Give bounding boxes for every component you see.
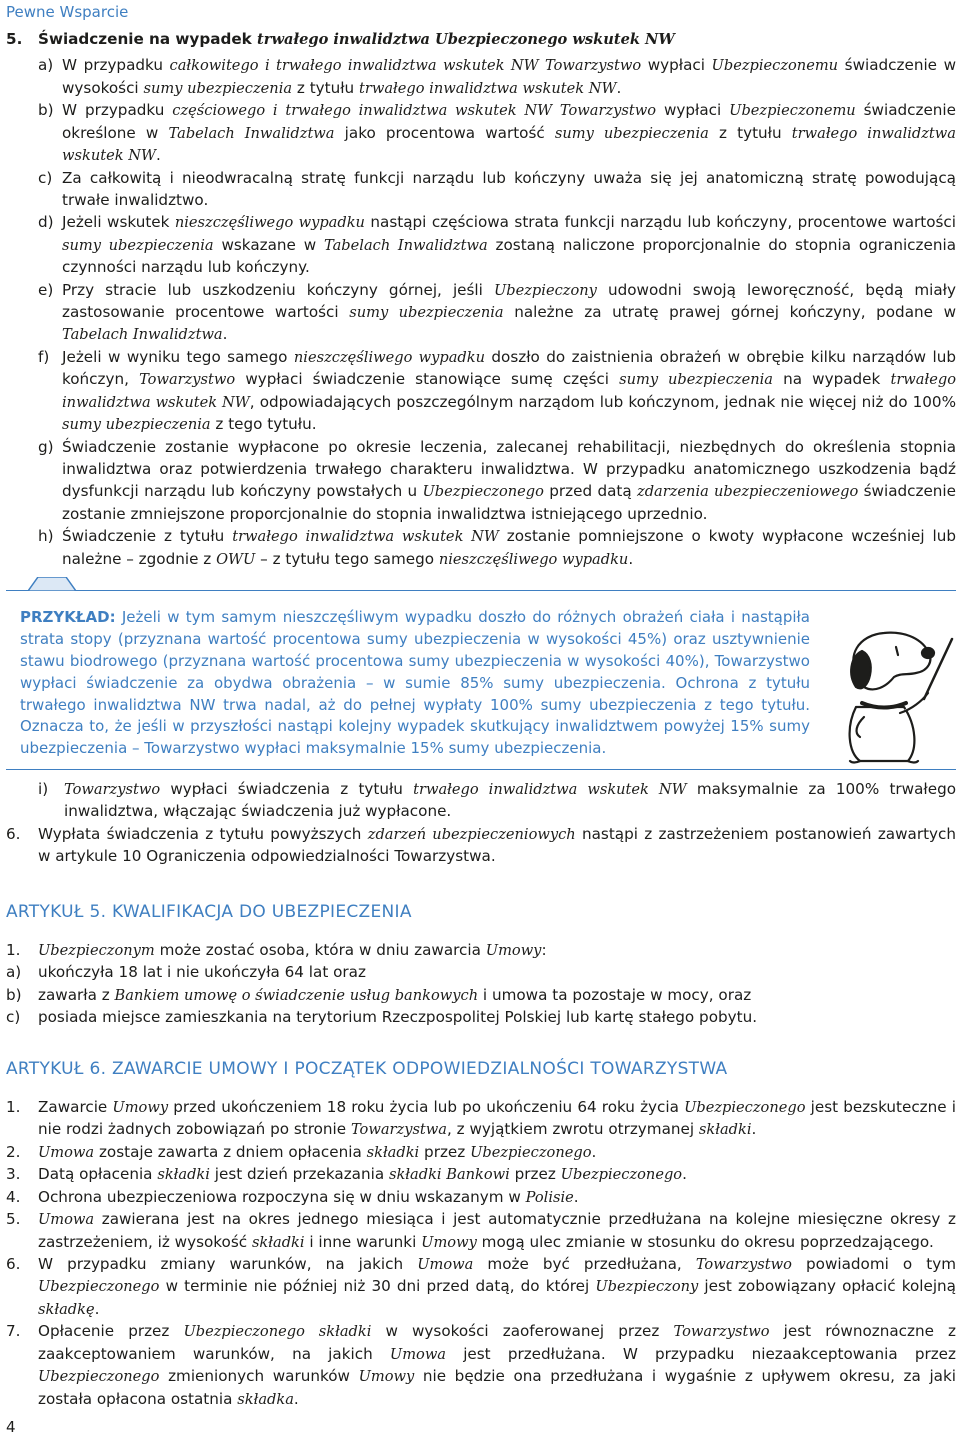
page-number: 4 — [6, 1418, 16, 1436]
article-5-item-a: a) ukończyła 18 lat i nie ukończyła 64 lat oraz — [6, 963, 366, 982]
section-5-title: 5. Świadczenie na wypadek trwałego inwalidztwa Ubezpieczonego wskutek NW — [6, 28, 956, 50]
item-5f: f) Jeżeli w wyniku tego samego nieszczęśliwego wypadku doszło do zaistnienia obrażeń w obrębie kilku narządów lub kończyn, Towarzystwo wypłaci świadczenie stanowiące sumę części sumy ubezpieczenia na wypadek trwałego inwalidztwa wskutek NW, odpowiadających poszczególnym narządom lub kończynom, jednak nie więcej niż do 100% sumy ubezpieczenia z tego tytułu. — [38, 347, 956, 434]
item-5c: c) Za całkowitą i nieodwracalną stratę funkcji narządu lub kończyny uważa się jej anatomiczną stratę powodującą trwałe inwalidztwo. — [38, 168, 956, 209]
article-6-item: 5. Umowa zawierana jest na okres jednego miesiąca i jest automatycznie przedłużana na kolejne miesięczne okresy z zastrzeżeniem, iż wysokość składki i inne warunki Umowy mogą ulec zmianie w stosunku do okresu poprzedzającego. — [6, 1210, 956, 1251]
example-keyword: PRZYKŁAD: — [20, 608, 116, 626]
article-6-item: 2. Umowa zostaje zawarta z dniem opłacenia składki przez Ubezpieczonego. — [6, 1142, 597, 1161]
item-5e: e) Przy stracie lub uszkodzeniu kończyny górnej, jeśli Ubezpieczony udowodni swoją leworęczność, będą miały zastosowanie procentowe wartości sumy ubezpieczenia należne za utratę prawej górnej kończyny, podane w Tabelach Inwalidztwa. — [38, 280, 956, 344]
section-5-continued — [6, 778, 956, 868]
item-5h: h) Świadczenie z tytułu trwałego inwalidztwa wskutek NW zostanie pomniejszone o kwoty wypłacone wcześniej lub należne – zgodnie z OWU – z tytułu tego samego nieszczęśliwego wypadku. — [38, 527, 956, 568]
article-5-item-b: b) zawarła z Bankiem umowę o świadczenie usług bankowych i umowa ta pozostaje w mocy, oraz — [6, 985, 752, 1004]
article-5-item-c: c) posiada miejsce zamieszkania na terytorium Rzeczpospolitej Polskiej lub kartę stałego pobytu. — [6, 1008, 758, 1027]
example-box — [6, 590, 956, 770]
item-5a: a) W przypadku całkowitego i trwałego inwalidztwa wskutek NW Towarzystwo wypłaci Ubezpieczonemu świadczenie w wysokości sumy ubezpieczenia z tytułu trwałego inwalidztwa wskutek NW. — [38, 56, 957, 97]
article-6 — [6, 1057, 956, 1410]
item-6: 6. Wypłata świadczenia z tytułu powyższych zdarzeń ubezpieczeniowych nastąpi z zastrzeżeniem postanowień zawartych w artykule 10 Ograniczenia odpowiedzialności Towarzystwa. — [6, 824, 956, 866]
article-5-title: ARTYKUŁ 5. KWALIFIKACJA DO UBEZPIECZENIA — [6, 902, 412, 922]
section-number: 5. — [6, 30, 23, 48]
article-6-item: 6. W przypadku zmiany warunków, na jakich Umowa może być przedłużana, Towarzystwo powiadomi o tym Ubezpieczonego w terminie nie później niż 30 dni przed datą, do której Ubezpieczony jest zobowiązany opłacić kolejną składkę. — [6, 1255, 957, 1318]
article-6-item: 1. Zawarcie Umowy przed ukończeniem 18 roku życia lub po ukończeniu 64 roku życia Ubezpieczonego jest bezskuteczne i nie rodzi żadnych zobowiązań po stronie Towarzystwa, z wyjątkiem zwrotu otrzymanej składki. — [6, 1097, 956, 1139]
article-5 — [6, 900, 956, 1029]
section-5 — [6, 28, 956, 570]
article-6-item: 7. Opłacenie przez Ubezpieczonego składki w wysokości zaoferowanej przez Towarzystwo jest równoznaczne z zaakceptowaniem warunków, na jakich Umowa jest przedłużana. W przypadku niezaakceptowania przez Ubezpieczonego zmienionych warunków Umowy nie będzie ona przedłużana i wygaśnie z upływem okresu, za jaki została opłacona ostatnia składka. — [6, 1322, 956, 1408]
example-box-notch — [28, 577, 76, 591]
article-5-item-1: 1. Ubezpieczonym może zostać osoba, która w dniu zawarcia Umowy: — [6, 940, 547, 959]
item-5b: b) W przypadku częściowego i trwałego inwalidztwa wskutek NW Towarzystwo wypłaci Ubezpieczonemu świadczenie określone w Tabelach Inwalidztwa jako procentowa wartość sumy ubezpieczenia z tytułu trwałego inwalidztwa wskutek NW. — [38, 101, 957, 165]
item-5d: d) Jeżeli wskutek nieszczęśliwego wypadku nastąpi częściowa strata funkcji narządu lub kończyny, procentowe wartości sumy ubezpieczenia wskazane w Tabelach Inwalidztwa zostaną naliczone proporcjonalnie do stopnia ograniczenia czynności narządu lub kończyny. — [38, 213, 957, 277]
item-5g: g) Świadczenie zostanie wypłacone po okresie leczenia, zalecanej rehabilitacji, niezbędnych do określenia stopnia inwalidztwa oraz potwierdzenia trwałego charakteru inwalidztwa. W przypadku anatomicznego uszkodzenia bądź dysfunkcji narządu lub kończyny powstałych u Ubezpieczonego przed datą zdarzenia ubezpieczeniowego świadczenie zostanie zmniejszone proporcjonalnie do stopnia inwalidztwa istniejącego uprzednio. — [38, 437, 956, 523]
article-6-title: ARTYKUŁ 6. ZAWARCIE UMOWY I POCZĄTEK ODPOWIEDZIALNOŚCI TOWARZYSTWA — [6, 1059, 728, 1079]
header-title: Pewne Wsparcie — [6, 3, 129, 21]
article-6-item: 4. Ochrona ubezpieczeniowa rozpoczyna się w dniu wskazanym w Polisie. — [6, 1187, 579, 1206]
example-text: PRZYKŁAD: Jeżeli w tym samym nieszczęśliwym wypadku doszło do różnych obrażeń ciała i nastąpiła strata stopy (przyznana wartość procentowa sumy ubezpieczenia w wysokości 45%) oraz usztywnienie stawu biodrowego (przyznana wartość procentowa sumy ubezpieczenia w wysokości 40%), Towarzystwo wypłaci świadczenie za obydwa obrażenia – w sumie 85% sumy ubezpieczenia. Ochrona z tytułu trwałego inwalidztwa NW trwa nadal, aż do pełnej wypłaty 100% sumy ubezpieczenia z tego tytułu. Oznacza to, że jeśli w przyszłości nastąpi kolejny wypadek skutkujący inwalidztwem powyżej 15% sumy ubezpieczenia – Towarzystwo wypłaci maksymalnie 15% sumy ubezpieczenia. — [20, 608, 810, 758]
item-5i: i) Towarzystwo wypłaci świadczenia z tytułu trwałego inwalidztwa wskutek NW maksymalnie za 100% trwałego inwalidztwa, włączając świadczenia już wypłacone. — [38, 780, 956, 821]
snoopy-pointer-illustration — [816, 617, 956, 765]
article-6-item: 3. Datą opłacenia składki jest dzień przekazania składki Bankowi przez Ubezpieczonego. — [6, 1165, 687, 1184]
article-6-list — [6, 1096, 956, 1410]
